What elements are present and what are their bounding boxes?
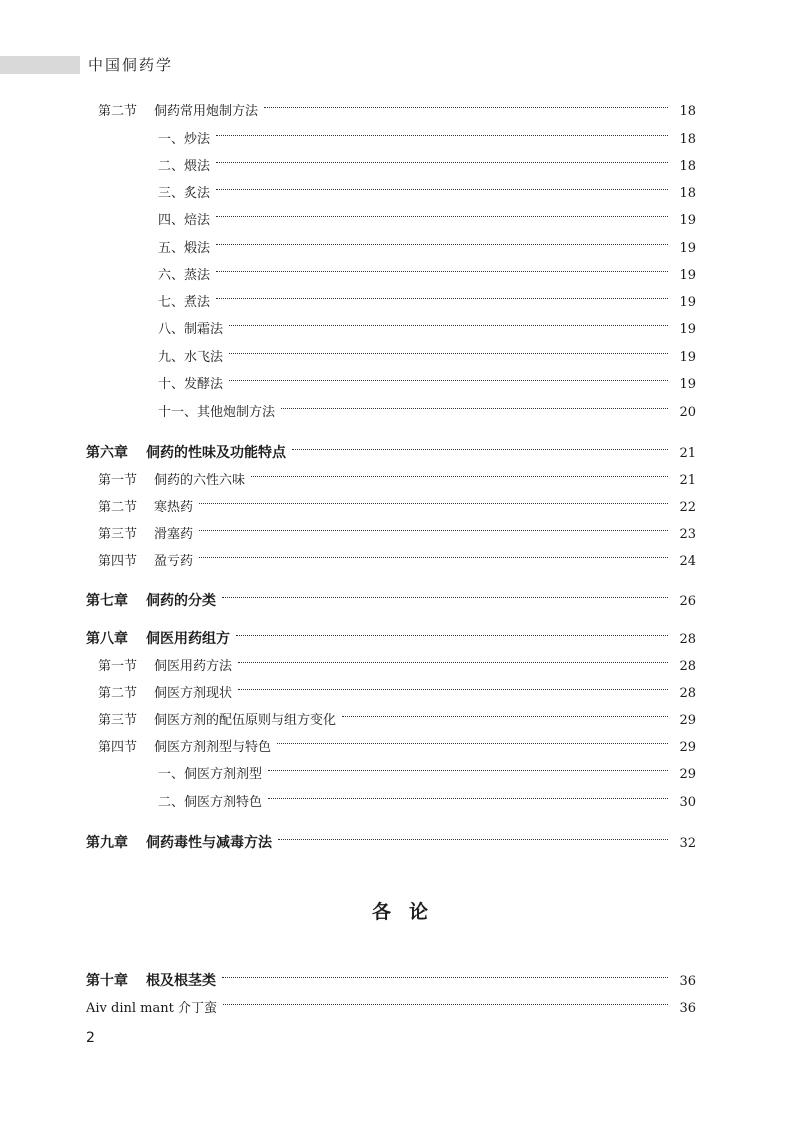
toc-page-number: 36 [679, 974, 696, 989]
toc-item-row[interactable] [158, 373, 696, 395]
toc-title: 六、蒸法 [158, 268, 211, 283]
toc-item-row[interactable] [158, 155, 696, 177]
toc-section-row[interactable] [98, 550, 696, 572]
toc-page-number: 29 [679, 713, 696, 728]
toc-item-row[interactable] [158, 291, 696, 313]
toc-section-row[interactable] [98, 682, 696, 704]
toc-chapter-row[interactable] [86, 590, 696, 612]
toc-number: 第二节 [98, 500, 138, 515]
toc-label [158, 763, 262, 782]
toc-chapter-row[interactable] [86, 832, 696, 854]
toc-label [98, 100, 258, 119]
toc-label [158, 155, 210, 174]
toc-number: 第八章 [86, 631, 128, 647]
toc-title: 七、煮法 [158, 295, 211, 310]
dot-leader [216, 189, 668, 190]
toc-title: 侗药的六性六味 [154, 473, 246, 488]
dot-leader [199, 557, 668, 558]
toc-page-number: 21 [679, 473, 696, 488]
toc-label [158, 209, 210, 228]
dot-leader [268, 770, 668, 771]
dot-leader [216, 216, 668, 217]
dot-leader [292, 449, 668, 450]
toc-title: 侗药常用炮制方法 [154, 104, 259, 119]
dot-leader [268, 798, 668, 799]
toc-title: 根及根茎类 [146, 973, 216, 989]
part-heading: 各论 [371, 901, 446, 923]
dot-leader [223, 1004, 668, 1005]
toc-title: 十一、其他炮制方法 [158, 405, 276, 420]
toc-page-number: 24 [679, 554, 696, 569]
dot-leader [281, 408, 668, 409]
toc-number: 第七章 [86, 593, 128, 609]
toc-title: 侗医方剂的配伍原则与组方变化 [154, 713, 337, 728]
dot-leader [199, 530, 668, 531]
toc-page-number: 19 [679, 322, 696, 337]
toc-title: 八、制霜法 [158, 322, 224, 337]
toc-page-number: 19 [679, 213, 696, 228]
toc-page-number: 28 [679, 659, 696, 674]
toc-page-number: 21 [679, 446, 696, 461]
toc-label [86, 590, 216, 610]
toc-item-row[interactable] [158, 346, 696, 368]
toc-section-row[interactable] [98, 655, 696, 677]
dot-leader [238, 662, 668, 663]
toc-title: 四、焙法 [158, 213, 211, 228]
dot-leader [222, 977, 668, 978]
toc-section-row[interactable] [98, 100, 696, 122]
toc-title: 侗药毒性与减毒方法 [146, 835, 272, 851]
toc-number: 第三节 [98, 713, 138, 728]
toc-chapter-row[interactable] [86, 442, 696, 464]
toc-page-number: 30 [679, 795, 696, 810]
toc-title: 三、炙法 [158, 186, 211, 201]
toc-page-number: 29 [679, 767, 696, 782]
toc-label [98, 709, 336, 728]
toc-label [158, 264, 210, 283]
toc-title: 侗药的性味及功能特点 [146, 445, 286, 461]
toc-label [158, 182, 210, 201]
toc-page-number: 26 [679, 594, 696, 609]
toc-page-number: 36 [679, 1001, 696, 1016]
toc-label [98, 550, 193, 569]
dot-leader [238, 689, 668, 690]
toc-label [86, 970, 216, 990]
toc-title: 侗药的分类 [146, 593, 216, 609]
toc-page-number: 19 [679, 241, 696, 256]
toc-item-row[interactable] [158, 209, 696, 231]
toc-page-number: 18 [679, 159, 696, 174]
dot-leader [216, 298, 668, 299]
toc-label [98, 523, 193, 542]
toc-title: 一、侗医方剂剂型 [158, 767, 263, 782]
toc-page-number: 18 [679, 132, 696, 147]
toc-title: 五、煅法 [158, 241, 211, 256]
toc-label [158, 791, 262, 810]
toc-label [98, 736, 271, 755]
toc-label [86, 832, 272, 852]
toc-label [158, 237, 210, 256]
toc-item-row[interactable] [158, 264, 696, 286]
dot-leader [277, 743, 668, 744]
toc-item-row[interactable] [158, 128, 696, 150]
toc-number: 第十章 [86, 973, 128, 989]
dot-leader [236, 635, 668, 636]
toc-page-number: 29 [679, 740, 696, 755]
dot-leader [199, 503, 668, 504]
toc-label [98, 682, 232, 701]
toc-section-row[interactable] [98, 736, 696, 758]
toc-item-row[interactable] [86, 997, 696, 1019]
toc-number: 第二节 [98, 104, 138, 119]
dot-leader [216, 162, 668, 163]
toc-item-row[interactable] [158, 401, 696, 423]
toc-title: 侗医方剂剂型与特色 [154, 740, 272, 755]
toc-title: 侗医方剂现状 [154, 686, 233, 701]
toc-page-number: 18 [679, 104, 696, 119]
toc-page-number: 32 [679, 836, 696, 851]
toc-title: 一、炒法 [158, 132, 211, 147]
toc-page-number: 19 [679, 268, 696, 283]
toc-number: 第四节 [98, 554, 138, 569]
toc-item-row[interactable] [158, 318, 696, 340]
dot-leader [216, 271, 668, 272]
toc-title: 侗医用药组方 [146, 631, 230, 647]
dot-leader [264, 107, 668, 108]
toc-number: 第九章 [86, 835, 128, 851]
toc-label [98, 655, 232, 674]
dot-leader [216, 135, 668, 136]
toc-section-row[interactable] [98, 469, 696, 491]
toc-number: 第一节 [98, 659, 138, 674]
toc-page-number: 23 [679, 527, 696, 542]
toc-title: 二、煨法 [158, 159, 211, 174]
toc-section-row[interactable] [98, 709, 696, 731]
dot-leader [251, 476, 668, 477]
toc-label [158, 346, 223, 365]
toc-page-number: 19 [679, 377, 696, 392]
toc-chapter-row[interactable] [86, 970, 696, 992]
toc-title: Aiv dinl mant 介丁蛮 [86, 1001, 217, 1016]
toc-page-number: 18 [679, 186, 696, 201]
toc-title: 侗医用药方法 [154, 659, 233, 674]
toc-title: 寒热药 [154, 500, 194, 515]
toc-title: 十、发酵法 [158, 377, 224, 392]
toc-page-number: 22 [679, 500, 696, 515]
toc-label [158, 401, 275, 420]
toc-number: 第一节 [98, 473, 138, 488]
dot-leader [229, 325, 668, 326]
toc-title: 九、水飞法 [158, 350, 224, 365]
toc-label [86, 628, 230, 648]
page-number: 2 [86, 1030, 95, 1046]
dot-leader [278, 839, 668, 840]
dot-leader [229, 380, 668, 381]
toc-number: 第三节 [98, 527, 138, 542]
dot-leader [229, 353, 668, 354]
toc-label [86, 997, 217, 1016]
toc-page-number: 19 [679, 350, 696, 365]
toc-item-row[interactable] [158, 237, 696, 259]
toc-section-row[interactable] [98, 496, 696, 518]
toc-title: 滑塞药 [154, 527, 194, 542]
header-bar [0, 56, 80, 74]
toc-title: 二、侗医方剂特色 [158, 795, 263, 810]
toc-label [98, 469, 245, 488]
dot-leader [222, 597, 668, 598]
toc-number: 第六章 [86, 445, 128, 461]
toc-number: 第四节 [98, 740, 138, 755]
toc-item-row[interactable] [158, 763, 696, 785]
dot-leader [342, 716, 668, 717]
toc-label [158, 373, 223, 392]
toc-title: 盈亏药 [154, 554, 194, 569]
toc-item-row[interactable] [158, 182, 696, 204]
book-title: 中国侗药学 [88, 56, 174, 74]
toc-page-number: 19 [679, 295, 696, 310]
toc-label [158, 128, 210, 147]
toc-page-number: 20 [679, 405, 696, 420]
toc-number: 第二节 [98, 686, 138, 701]
dot-leader [216, 244, 668, 245]
toc-page-number: 28 [679, 686, 696, 701]
toc-label [86, 442, 286, 462]
toc-label [158, 318, 223, 337]
toc-label [158, 291, 210, 310]
toc-chapter-row[interactable] [86, 628, 696, 650]
toc-page-number: 28 [679, 632, 696, 647]
toc-section-row[interactable] [98, 523, 696, 545]
toc-label [98, 496, 193, 515]
toc-item-row[interactable] [158, 791, 696, 813]
